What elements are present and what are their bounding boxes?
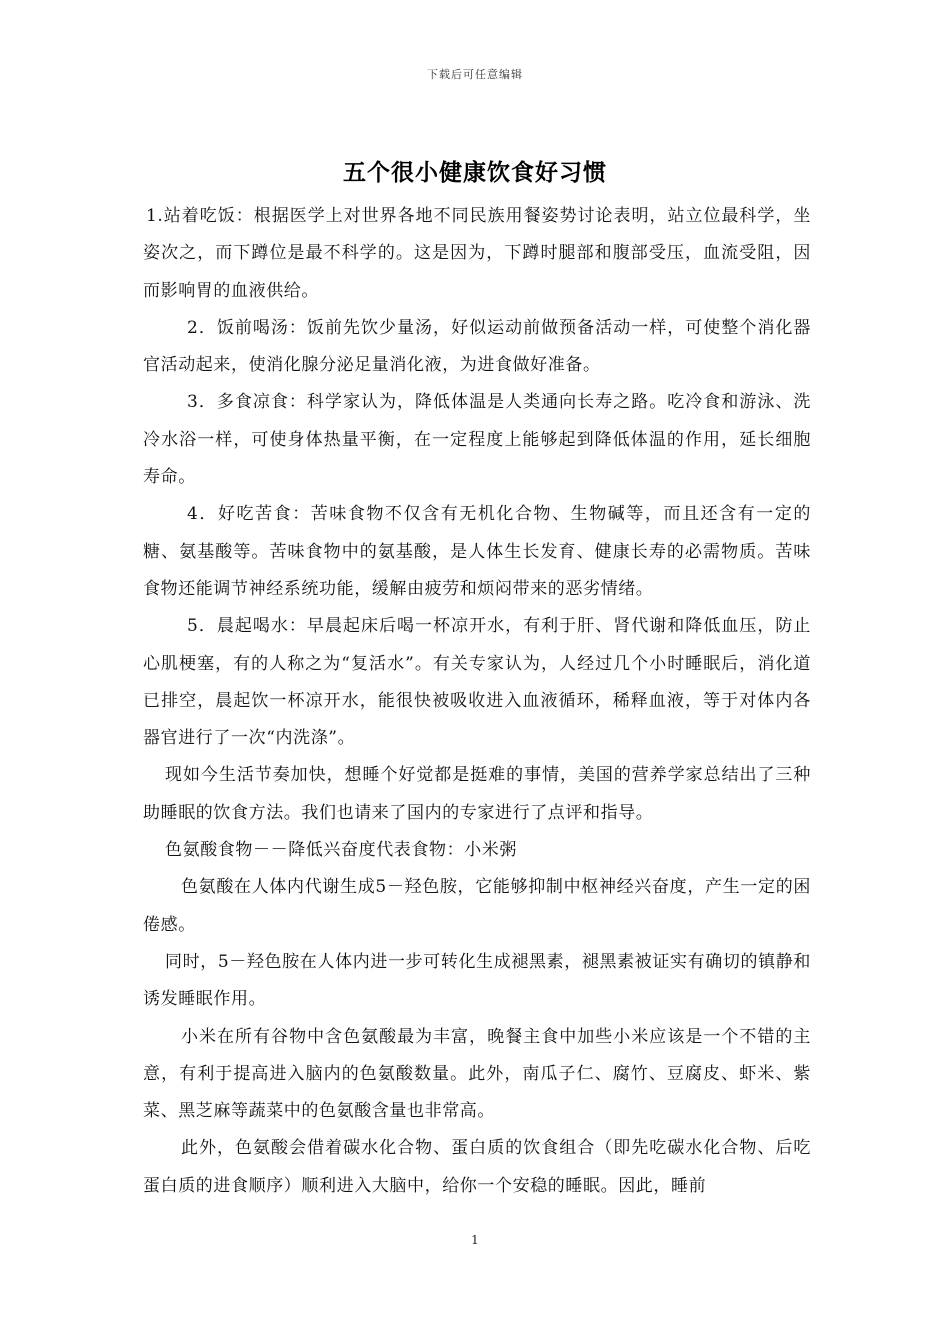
- paragraph-7: 色氨酸食物－－降低兴奋度代表食物：小米粥: [165, 840, 517, 861]
- paragraph-11: 此外，色氨酸会借着碳水化合物、蛋白质的饮食组合（即先吃碳水化合物、后吃蛋白质的进食顺序）顺利进入大脑中，给你一个安稳的睡眠。因此，睡前: [143, 1138, 811, 1196]
- header-note: 下载后可任意编辑: [427, 68, 523, 81]
- paragraph-6: 现如今生活节奏加快，想睡个好觉都是挺难的事情，美国的营养学家总结出了三种助睡眠的饮食方法。我们也请来了国内的专家进行了点评和指导。: [143, 765, 811, 823]
- paragraph-10: 小米在所有谷物中含色氨酸最为丰富，晚餐主食中加些小米应该是一个不错的主意，有利于提高进入脑内的色氨酸数量。此外，南瓜子仁、腐竹、豆腐皮、虾米、紫菜、黑芝麻等蔬菜中的色氨酸含量也非常高。: [143, 1026, 811, 1122]
- paragraph-4: 4．好吃苦食：苦味食物不仅含有无机化合物、生物碱等，而且还含有一定的糖、氨基酸等。苦味食物中的氨基酸，是人体生长发育、健康长寿的必需物质。苦味食物还能调节神经系统功能，缓解由疲劳和烦闷带来的恶劣情绪。: [143, 504, 811, 599]
- page-number: 1: [471, 1233, 479, 1247]
- paragraph-3: 3．多食凉食：科学家认为，降低体温是人类通向长寿之路。吃冷食和游泳、洗冷水浴一样，可使身体热量平衡，在一定程度上能够起到降低体温的作用，延长细胞寿命。: [143, 392, 811, 488]
- document-title: 五个很小健康饮食好习惯: [343, 160, 607, 186]
- paragraph-1: 1.站着吃饭：根据医学上对世界各地不同民族用餐姿势讨论表明，站立位最科学，坐姿次之，而下蹲位是最不科学的。这是因为，下蹲时腿部和腹部受压，血流受阻，因而影响胃的血液供给。: [143, 206, 811, 301]
- document-body: [143, 198, 811, 1205]
- paragraph-8: 色氨酸在人体内代谢生成5－羟色胺，它能够抑制中枢神经兴奋度，产生一定的困倦感。: [143, 877, 811, 935]
- paragraph-5: 5．晨起喝水：早晨起床后喝一杯凉开水，有利于肝、肾代谢和降低血压，防止心肌梗塞，有的人称之为“复活水”。有关专家认为，人经过几个小时睡眠后，消化道已排空，晨起饮一杯凉开水，能很快被吸收进入血液循环，稀释血液，等于对体内各器官进行了一次“内洗涤”。: [143, 616, 811, 749]
- paragraph-2: 2．饭前喝汤：饭前先饮少量汤，好似运动前做预备活动一样，可使整个消化器官活动起来，使消化腺分泌足量消化液，为进食做好准备。: [143, 317, 811, 376]
- paragraph-9: 同时，5－羟色胺在人体内进一步可转化生成褪黑素，褪黑素被证实有确切的镇静和诱发睡眠作用。: [143, 951, 811, 1010]
